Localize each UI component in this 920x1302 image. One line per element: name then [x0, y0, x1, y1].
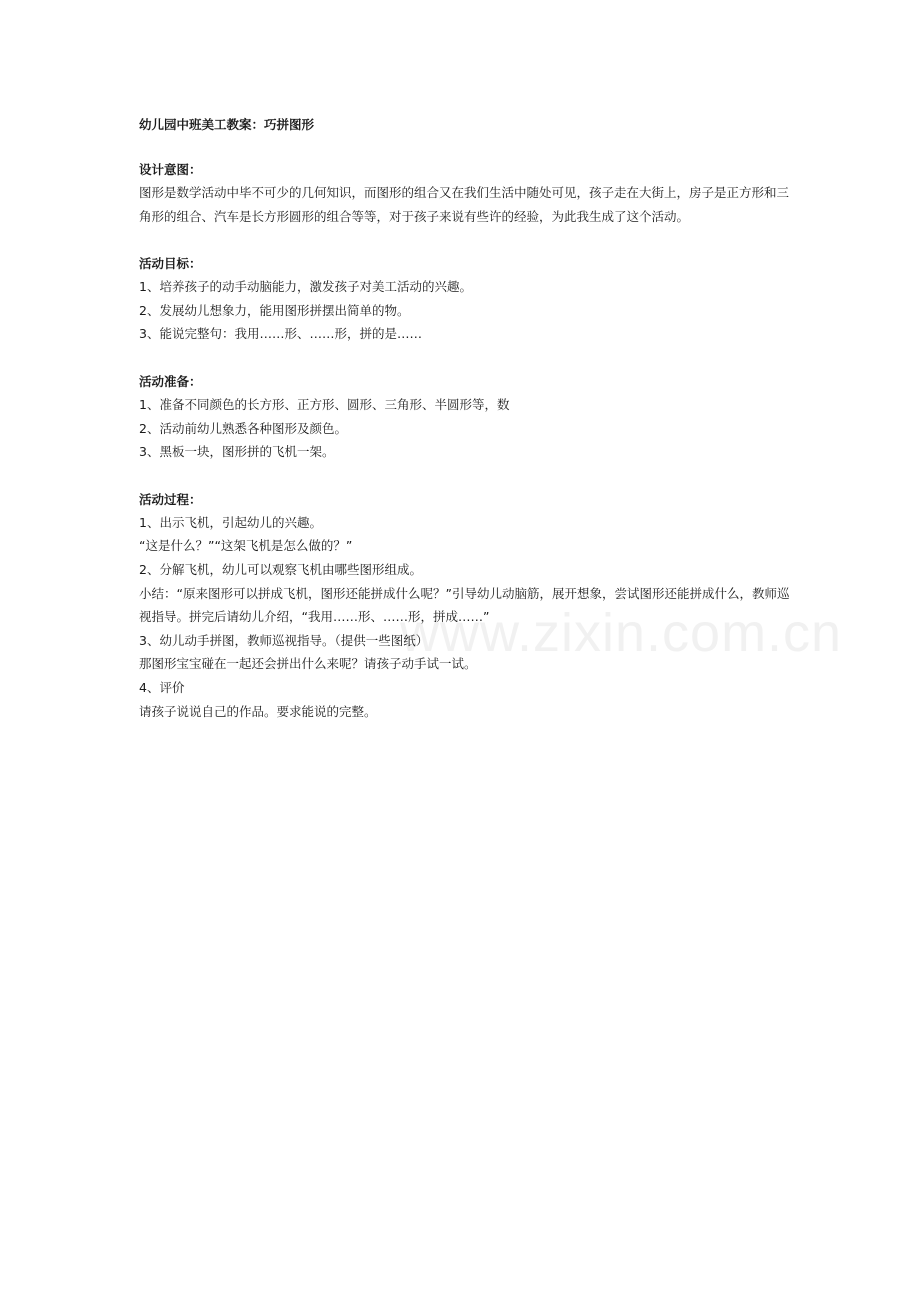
- list-item: 3、能说完整句：我用……形、……形，拼的是……: [139, 326, 422, 342]
- paragraph: 图形是数学活动中毕不可少的几何知识，而图形的组合又在我们生活中随处可见，孩子走在大街上，房子是正方形和三角形的组合、汽车是长方形圆形的组合等等，对于孩子来说有些许的经验，为此我生成了这个活动。: [139, 185, 790, 224]
- list-item: 1、出示飞机，引起幼儿的兴趣。: [139, 514, 322, 530]
- section-heading: 活动准备：: [139, 373, 202, 389]
- list-item: 4、评价: [139, 679, 185, 695]
- list-item: 2、活动前幼儿熟悉各种图形及颜色。: [139, 420, 347, 436]
- document-title: 幼儿园中班美工教案：巧拼图形: [139, 117, 315, 132]
- section-process: [139, 488, 799, 723]
- list-item: 1、准备不同颜色的长方形、正方形、圆形、三角形、半圆形等，数: [139, 396, 510, 412]
- watermark: www.zixin.com.cn: [400, 603, 843, 663]
- section-heading: 活动目标：: [139, 256, 202, 272]
- list-item: 1、培养孩子的动手动脑能力，激发孩子对美工活动的兴趣。: [139, 279, 472, 295]
- list-item: “这是什么？”“这架飞机是怎么做的？”: [139, 538, 353, 554]
- list-item: 那图形宝宝碰在一起还会拼出什么来呢？请孩子动手试一试。: [139, 656, 477, 672]
- section-heading: 设计意图：: [139, 162, 202, 177]
- section-design-intent: [139, 158, 799, 228]
- list-item: 3、幼儿动手拼图，教师巡视指导。（提供一些图纸）: [139, 632, 429, 648]
- list-item: 小结：“原来图形可以拼成飞机，图形还能拼成什么呢？”引导幼儿动脑筋，展开想象，尝试图形还能拼成什么，教师巡视指导。拼完后请幼儿介绍，“我用……形、……形，拼成……”: [139, 585, 790, 625]
- section-preparation: [139, 370, 799, 464]
- list-item: 2、发展幼儿想象力，能用图形拼摆出简单的物。: [139, 302, 410, 318]
- section-goals: [139, 252, 799, 346]
- list-item: 3、黑板一块，图形拼的飞机一架。: [139, 444, 335, 460]
- document-body: [139, 114, 799, 747]
- list-item: 2、分解飞机，幼儿可以观察飞机由哪些图形组成。: [139, 561, 422, 577]
- list-item: 请孩子说说自己的作品。要求能说的完整。: [139, 703, 377, 719]
- section-heading: 活动过程：: [139, 491, 202, 507]
